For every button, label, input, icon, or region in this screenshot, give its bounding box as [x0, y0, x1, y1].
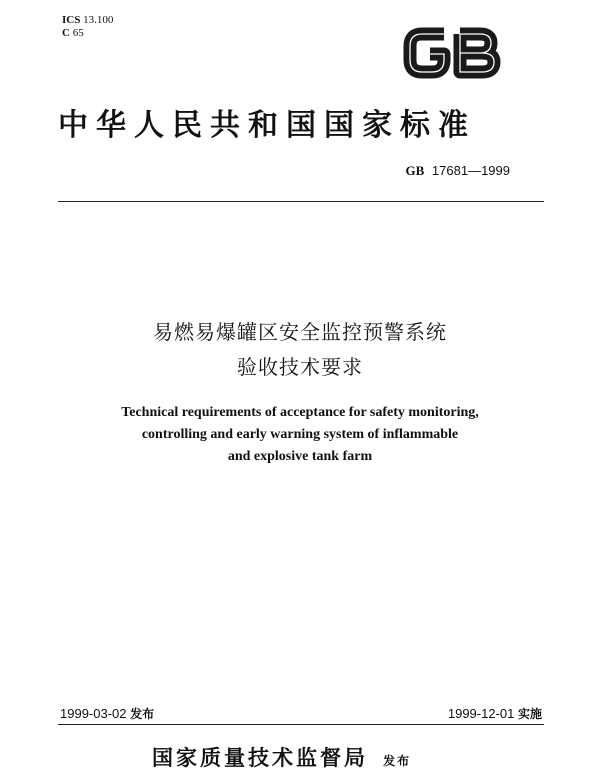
ics-label: ICS: [62, 14, 81, 26]
issuer-action: 发布: [383, 754, 412, 768]
standard-number: [406, 163, 511, 179]
ics-line: [62, 14, 113, 27]
implementation-date: [448, 705, 542, 722]
issuer-name: 国家质量技术监督局: [152, 745, 368, 770]
implementation-date-value: 1999-12-01: [447, 706, 515, 721]
issue-date: [60, 705, 154, 722]
issue-date-value: 1999-03-02: [60, 706, 127, 721]
gb-standard-logo-icon: [400, 22, 506, 84]
bottom-divider: [58, 724, 544, 725]
implementation-date-suffix: 实施: [517, 707, 542, 721]
top-divider: [58, 201, 544, 202]
issue-date-suffix: 发布: [130, 707, 155, 721]
ccs-label: C: [62, 27, 70, 39]
standard-number-value: 17681—1999: [431, 163, 510, 178]
english-title-line-2: controlling and early warning system of inflammable: [141, 427, 459, 442]
national-standard-heading: 中华人民共和国国家标准: [58, 108, 476, 143]
ccs-line: [62, 27, 113, 40]
chinese-title-line-1: 易燃易爆罐区安全监控预警系统: [153, 320, 447, 344]
chinese-title-line-2: 验收技术要求: [237, 355, 363, 379]
english-title-line-1: Technical requirements of acceptance for safety monitoring,: [121, 405, 479, 420]
english-title: [0, 402, 600, 468]
ics-code: 13.100: [83, 14, 114, 26]
ccs-code: 65: [72, 27, 84, 39]
english-title-line-3: and explosive tank farm: [227, 449, 373, 464]
standard-number-prefix: GB: [405, 163, 425, 178]
classification-codes: [62, 14, 113, 40]
